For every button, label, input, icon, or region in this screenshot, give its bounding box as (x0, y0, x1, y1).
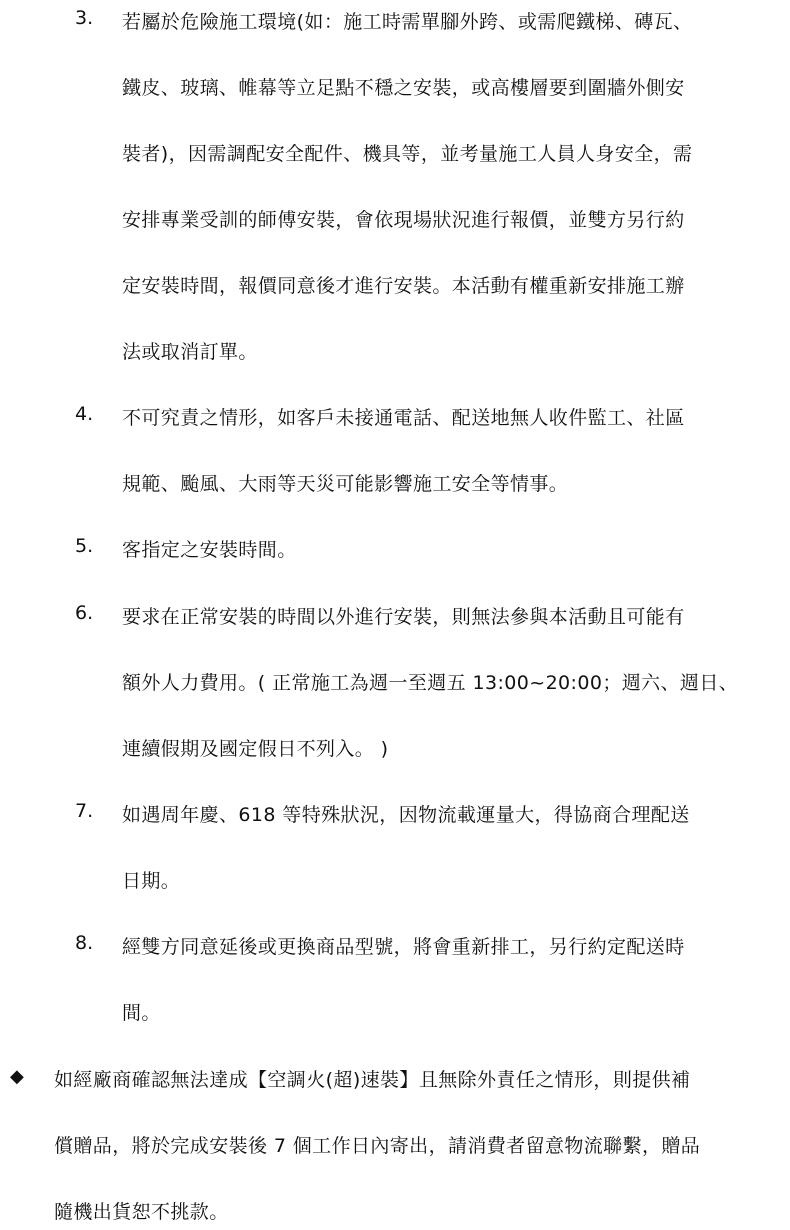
item-number: 4. (75, 403, 94, 425)
item-text-line: 安排專業受訓的師傅安裝，會依現場狀況進行報價，並雙方另行約 (122, 209, 685, 231)
item-text-line: 如遇周年慶、618 等特殊狀況，因物流載運量大，得協商合理配送 (122, 804, 690, 826)
item-number: 3. (75, 7, 94, 29)
item-text-line: 日期。 (122, 870, 181, 892)
item-text-line: 要求在正常安裝的時間以外進行安裝，則無法參與本活動且可能有 (122, 606, 685, 628)
item-text-line: 連續假期及國定假日不列入。 ) (122, 738, 389, 760)
item-text-line: 裝者)，因需調配安全配件、機具等，並考量施工人員人身安全，需 (122, 143, 693, 165)
item-text-line: 定安裝時間，報價同意後才進行安裝。本活動有權重新安排施工辦 (122, 275, 685, 297)
item-text-line: 額外人力費用。( 正常施工為週一至週五 13:00~20:00；週六、週日、 (122, 672, 739, 694)
item-number: 8. (75, 932, 94, 954)
item-text-line: 不可究責之情形，如客戶未接通電話、配送地無人收件監工、社區 (122, 407, 685, 429)
note-text-line: 償贈品，將於完成安裝後 7 個工作日內寄出，請消費者留意物流聯繫，贈品 (54, 1135, 701, 1157)
item-number: 6. (75, 602, 94, 624)
note-text-line: 如經廠商確認無法達成【空調火(超)速裝】且無除外責任之情形，則提供補 (54, 1069, 691, 1091)
diamond-bullet-icon: ◆ (10, 1066, 24, 1087)
item-text-line: 間。 (122, 1002, 161, 1024)
item-number: 7. (75, 800, 94, 822)
item-text-line: 鐵皮、玻璃、帷幕等立足點不穩之安裝，或高樓層要到圍牆外側安 (122, 77, 685, 99)
item-number: 5. (75, 535, 94, 557)
item-text-line: 規範、颱風、大雨等天災可能影響施工安全等情事。 (122, 473, 569, 495)
item-text-line: 經雙方同意延後或更換商品型號，將會重新排工，另行約定配送時 (122, 936, 685, 958)
note-text-line: 隨機出貨恕不挑款。 (54, 1201, 229, 1223)
item-text-line: 若屬於危險施工環境(如：施工時需單腳外跨、或需爬鐵梯、磚瓦、 (122, 11, 693, 33)
item-text-line: 法或取消訂單。 (122, 341, 258, 363)
item-text-line: 客指定之安裝時間。 (122, 539, 297, 561)
